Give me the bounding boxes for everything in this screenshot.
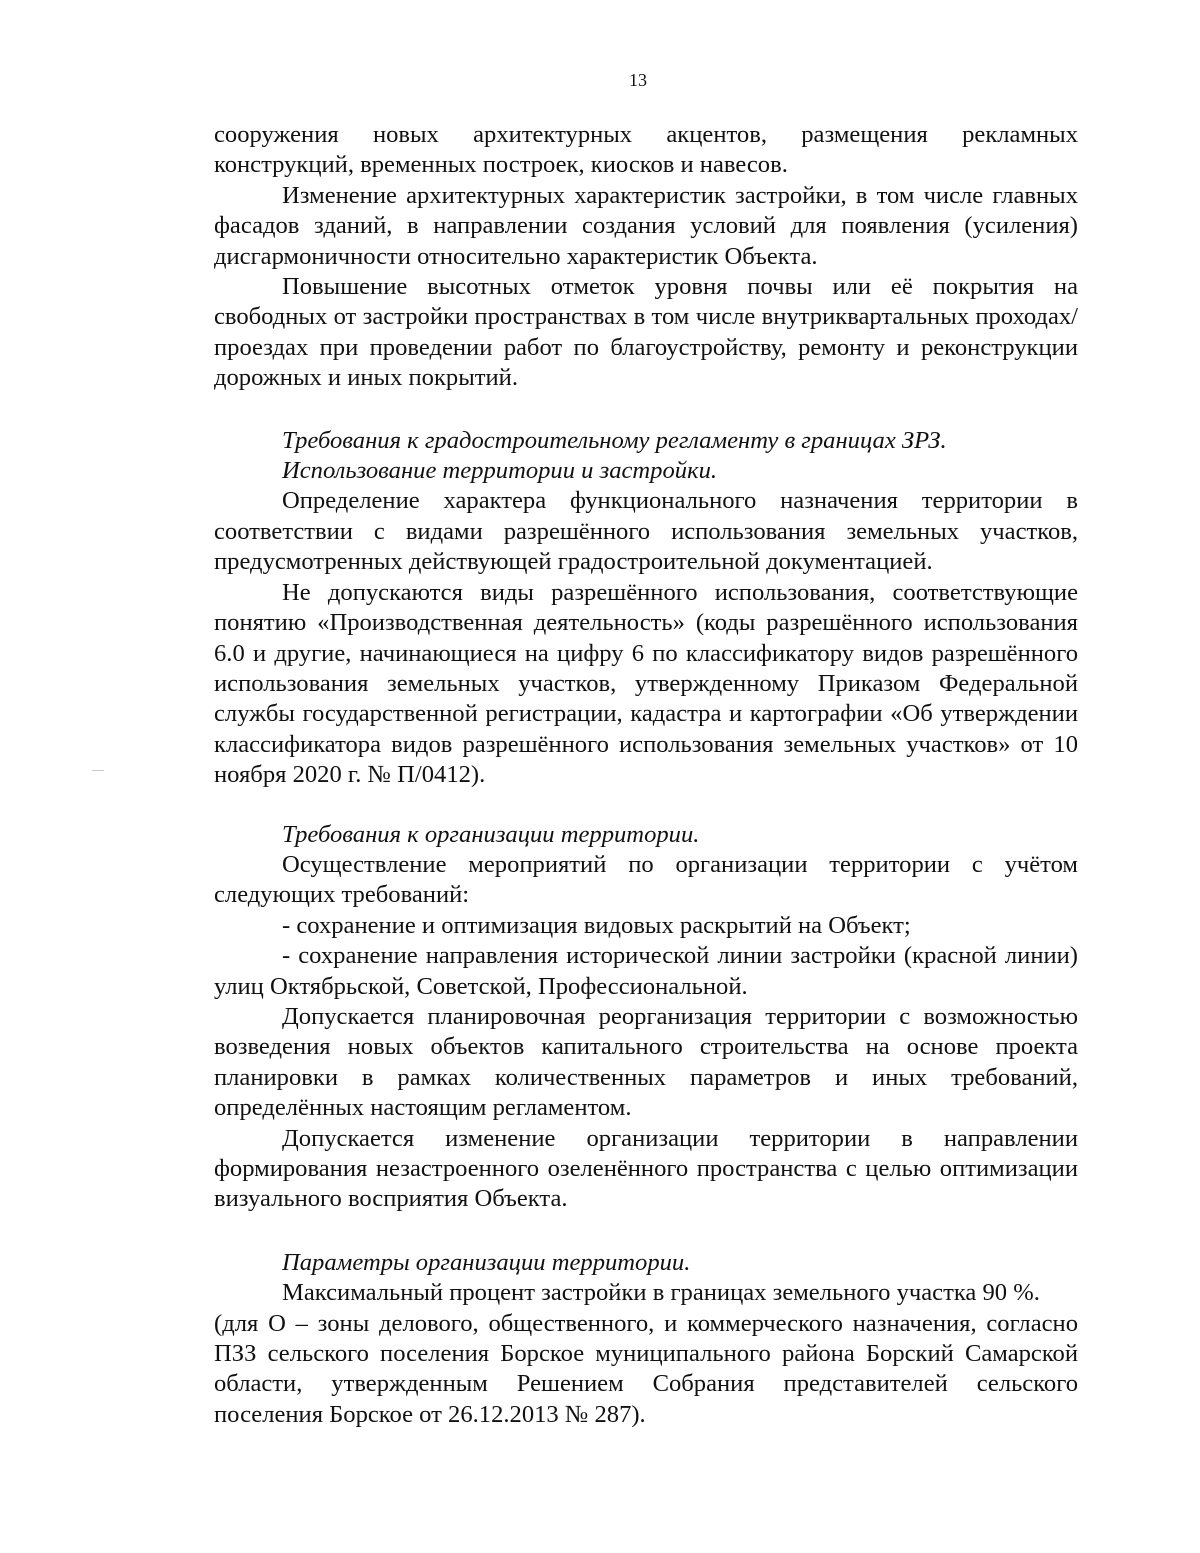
- paragraph-soil-level: Повышение высотных отметок уровня почвы или её покрытия на свободных от застройки пространствах в том числе внутриквартальных проходах/проездах при проведении работ по благоустройству, ремонту и реконструкции дорожных и иных покрытий.: [214, 273, 1078, 392]
- heading-territory-organization: Требования к организации территории.: [282, 820, 700, 848]
- heading-urban-regulation: Требования к градостроительному регламенту в границах ЗРЗ.: [282, 426, 947, 454]
- page-number: 13: [629, 70, 647, 90]
- heading-organization-parameters: Параметры организации территории.: [282, 1248, 691, 1276]
- paragraph-architectural-characteristics: Изменение архитектурных характеристик застройки, в том числе главных фасадов зданий, в направлении создания условий для появления (усиления) дисгармоничности относительно характеристик Объекта.: [214, 181, 1078, 270]
- paragraph-prohibited-uses: Не допускаются виды разрешённого использования, соответствующие понятию «Производственная деятельность» (коды разрешённого использования 6.0 и другие, начинающиеся на цифру 6 по классификатору видов разрешённого использования земельных участков, утвержденному Приказом Федеральной службы государственной регистрации, кадастра и картографии «Об утверждении классификатора видов разрешённого использования земельных участков» от 10 ноября 2020 г. № П/0412).: [214, 578, 1078, 789]
- paragraph-organization-measures: Осуществление мероприятий по организации территории с учётом следующих требований:: [214, 850, 1078, 909]
- heading-land-use: Использование территории и застройки.: [282, 457, 718, 485]
- scan-artifact: [92, 770, 104, 771]
- spacer: [214, 1215, 1078, 1248]
- spacer: [214, 394, 1078, 426]
- paragraph-planning-reorganization: Допускается планировочная реорганизация территории с возможностью возведения новых объектов капитального строительства на основе проекта планировки в рамках количественных параметров и иных требований, определённых настоящим регламентом.: [214, 1002, 1078, 1122]
- paragraph-green-space: Допускается изменение организации территории в направлении формирования незастроенного озеленённого пространства с целью оптимизации визуального восприятия Объекта.: [214, 1124, 1078, 1213]
- document-body: [214, 120, 1078, 1430]
- paragraph-max-coverage: Максимальный процент застройки в границах земельного участка 90 %.: [282, 1279, 1040, 1307]
- list-item-view-preservation: - сохранение и оптимизация видовых раскрытий на Объект;: [282, 911, 911, 939]
- paragraph-architectural-accents: сооружения новых архитектурных акцентов, размещения рекламных конструкций, временных построек, киосков и навесов.: [214, 121, 1078, 179]
- list-item-red-line: - сохранение направления исторической линии застройки (красной линии) улиц Октябрьской, Советской, Профессиональной.: [214, 942, 1078, 1000]
- paragraph-functional-purpose: Определение характера функционального назначения территории в соответствии с видами разрешённого использования земельных участков, предусмотренных действующей градостроительной документацией.: [214, 487, 1078, 576]
- spacer: [214, 791, 1078, 820]
- paragraph-zoning-reference: (для О – зоны делового, общественного, и коммерческого назначения, согласно ПЗЗ сельского поселения Борское муниципального района Борский Самарской области, утвержденным Решением Собрания представителей сельского поселения Борское от 26.12.2013 № 287).: [214, 1309, 1078, 1428]
